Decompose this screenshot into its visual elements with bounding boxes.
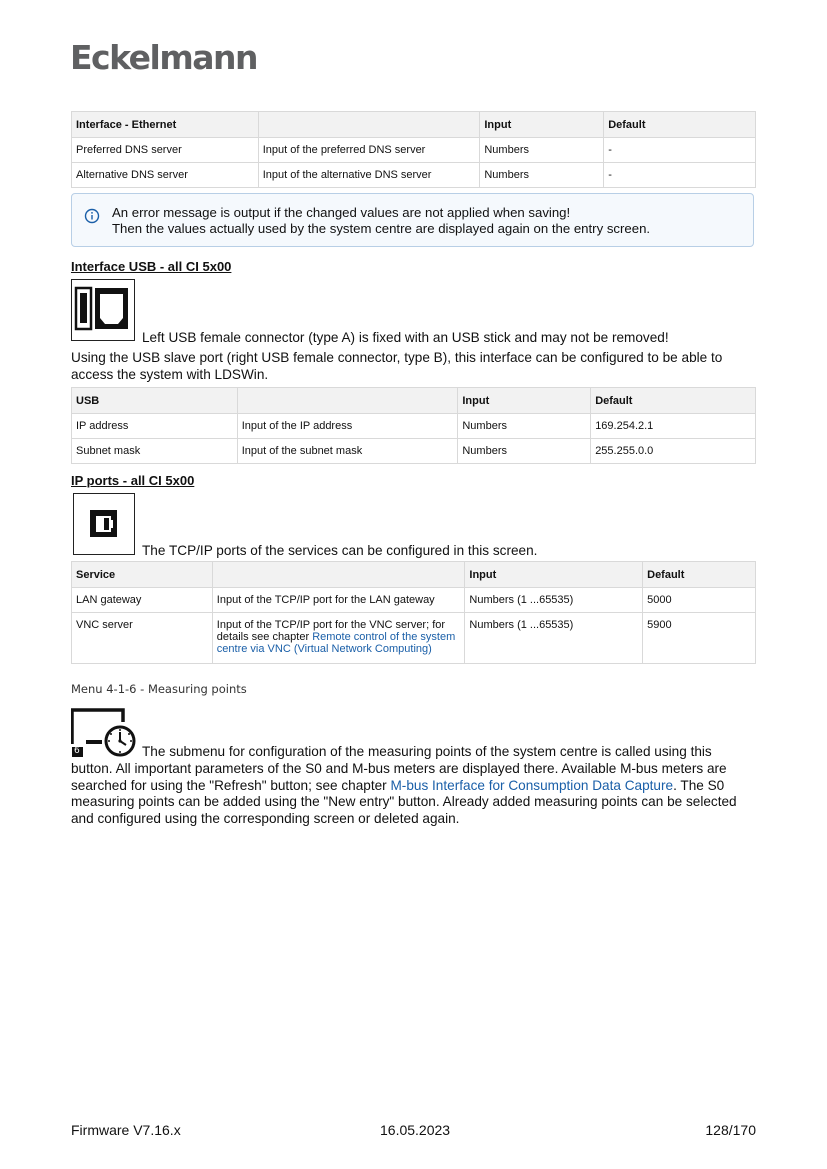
table-header-row (72, 562, 756, 588)
table-header: Interface - Ethernet (72, 112, 259, 138)
table-cell: 169.254.2.1 (591, 414, 756, 439)
table-header-row (72, 388, 756, 414)
footer-firmware: Firmware V7.16.x (71, 1122, 181, 1138)
usb-paragraph: Using the USB slave port (right USB female connector, type B), this interface can be configured to be able to access the system with LDSWin. (71, 350, 723, 382)
table-cell: Input of the TCP/IP port for the LAN gateway (212, 588, 465, 613)
table-cell: - (604, 163, 756, 188)
ethernet-table (71, 111, 756, 188)
table-cell (212, 613, 465, 664)
table-header: Input (480, 112, 604, 138)
service-table (71, 561, 756, 664)
table-header: Input (465, 562, 643, 588)
table-cell: Numbers (458, 439, 591, 464)
measuring-text-a: button. All important parameters of the S0 and M-bus meters are displayed there. Available M-bus meters are searched for using the "Refresh" button; see chapter (71, 761, 727, 793)
ipports-section-heading: IP ports - all CI 5x00 (71, 473, 195, 488)
table-cell: Numbers (458, 414, 591, 439)
usb-section-heading: Interface USB - all CI 5x00 (71, 259, 232, 274)
table-cell: Input of the alternative DNS server (258, 163, 480, 188)
mbus-chapter-link[interactable]: M-bus Interface for Consumption Data Capture (390, 777, 674, 793)
table-row (72, 439, 756, 464)
table-row (72, 414, 756, 439)
table-header (237, 388, 458, 414)
table-header: Input (458, 388, 591, 414)
usb-icon-text: Left USB female connector (type A) is fixed with an USB stick and may not be removed! (142, 330, 669, 345)
table-cell: 255.255.0.0 (591, 439, 756, 464)
table-cell: LAN gateway (72, 588, 213, 613)
table-cell: Alternative DNS server (72, 163, 259, 188)
ipports-icon-text: The TCP/IP ports of the services can be configured in this screen. (142, 543, 538, 558)
table-cell: Input of the IP address (237, 414, 458, 439)
table-cell: Numbers (1 ...65535) (465, 588, 643, 613)
icon-badge: 6 (74, 746, 80, 756)
network-port-icon (73, 493, 135, 555)
measuring-text-b: . The S0 measuring points can be added using the "New entry" button. Already added measuring points can be selected and configured using the corresponding screen or deleted again. (71, 777, 737, 826)
note-line: An error message is output if the changed values are not applied when saving! (112, 205, 571, 220)
note-line: Then the values actually used by the system centre are displayed again on the entry screen. (112, 221, 651, 236)
table-cell: Subnet mask (72, 439, 238, 464)
eckelmann-logo: Eckelmann (70, 38, 257, 77)
table-cell: Input of the preferred DNS server (258, 138, 480, 163)
table-header: Default (591, 388, 756, 414)
table-cell: Numbers (480, 138, 604, 163)
table-row (72, 138, 756, 163)
info-note (71, 193, 754, 247)
usb-table (71, 387, 756, 464)
table-row (72, 163, 756, 188)
table-header (258, 112, 480, 138)
table-cell: - (604, 138, 756, 163)
table-cell: Numbers (1 ...65535) (465, 613, 643, 664)
table-cell: Preferred DNS server (72, 138, 259, 163)
table-row (72, 613, 756, 664)
table-header: Default (604, 112, 756, 138)
table-cell: 5000 (643, 588, 756, 613)
table-header-row (72, 112, 756, 138)
footer-page-number: 128/170 (705, 1122, 756, 1138)
table-header: USB (72, 388, 238, 414)
table-cell: 5900 (643, 613, 756, 664)
table-header: Default (643, 562, 756, 588)
usb-port-icon (71, 279, 135, 341)
measuring-line1: The submenu for configuration of the measuring points of the system centre is called using this (142, 744, 712, 759)
table-header (212, 562, 465, 588)
note-text (112, 205, 650, 237)
table-cell: Input of the subnet mask (237, 439, 458, 464)
vnc-chapter-link[interactable]: Remote control of the system centre via VNC (Virtual Network Computing) (216, 631, 456, 655)
table-cell: IP address (72, 414, 238, 439)
measuring-points-icon (71, 708, 137, 758)
table-cell: VNC server (72, 613, 213, 664)
figure-caption: Menu 4-1-6 - Measuring points (71, 682, 247, 696)
measuring-paragraph (71, 761, 761, 827)
table-cell: Numbers (480, 163, 604, 188)
cell-text: Input of the TCP/IP port for the VNC server; for details see chapter (216, 619, 446, 643)
table-header: Service (72, 562, 213, 588)
table-row (72, 588, 756, 613)
footer-date: 16.05.2023 (380, 1122, 451, 1138)
info-icon (84, 208, 100, 229)
